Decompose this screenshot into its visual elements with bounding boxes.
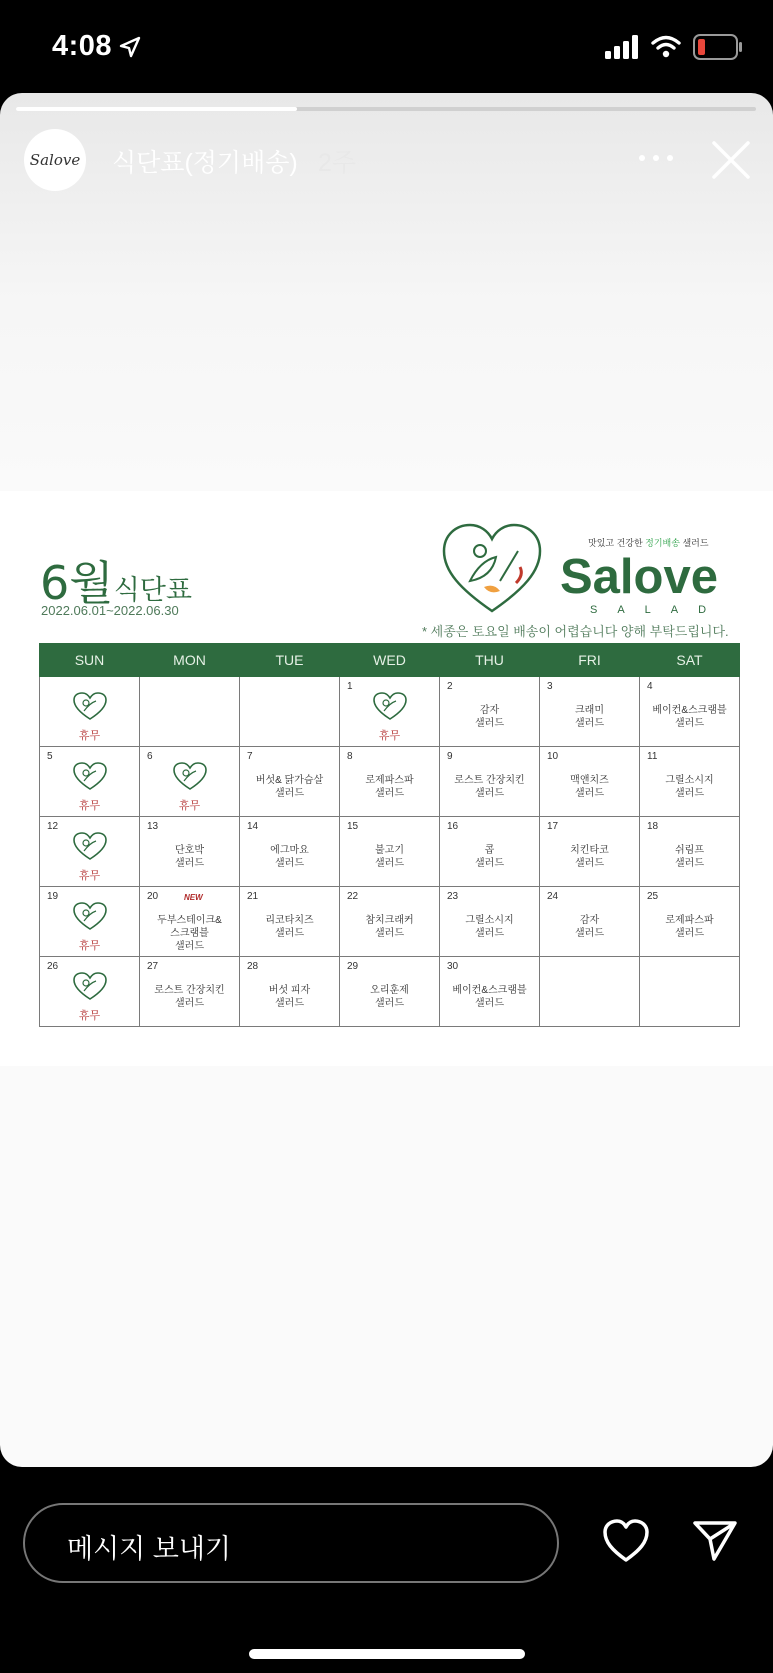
day-number: 4 <box>647 681 653 692</box>
month-title-text: 6월 <box>40 556 114 610</box>
calendar-day <box>40 747 140 817</box>
brand-subtitle: SALAD <box>590 604 727 616</box>
day-number: 10 <box>547 751 559 762</box>
calendar-day <box>240 817 340 887</box>
day-off <box>40 761 139 813</box>
message-placeholder: 메시지 보내기 <box>67 1534 231 1564</box>
day-number: 22 <box>347 891 359 902</box>
menu-item: 버섯 피자 샐러드 <box>268 985 311 1009</box>
calendar-week <box>40 887 740 957</box>
menu-item: 치킨타코 샐러드 <box>570 845 609 869</box>
calendar-day <box>140 887 240 957</box>
calendar-day <box>440 817 540 887</box>
calendar-day <box>440 747 540 817</box>
menu-item: 그릴소시지 샐러드 <box>465 915 514 939</box>
day-number: 25 <box>647 891 659 902</box>
menu-item: 쉬림프 샐러드 <box>675 845 704 869</box>
message-input[interactable] <box>23 1503 559 1583</box>
day-number: 15 <box>347 821 359 832</box>
calendar-day <box>40 677 140 747</box>
menu-item: 감자 샐러드 <box>475 705 504 729</box>
day-number: 27 <box>147 961 159 972</box>
menu-item: 베이컨&스크램블 샐러드 <box>452 985 527 1009</box>
calendar-day <box>540 817 640 887</box>
status-bar <box>0 0 773 95</box>
calendar-day <box>640 887 740 957</box>
day-off-label: 휴무 <box>78 730 101 742</box>
day-number: 28 <box>247 961 259 972</box>
day-off <box>40 691 139 743</box>
menu-item: 로스트 간장치킨 샐러드 <box>154 985 225 1009</box>
home-indicator[interactable] <box>249 1649 525 1659</box>
calendar-day <box>140 817 240 887</box>
menu-item: 로제파스파 샐러드 <box>665 915 714 939</box>
wifi-icon <box>651 35 681 59</box>
day-off-label: 휴무 <box>78 800 101 812</box>
calendar-day <box>40 887 140 957</box>
menu-item: 오리훈제 샐러드 <box>370 985 409 1009</box>
calendar-day <box>240 957 340 1027</box>
calendar-day <box>340 747 440 817</box>
more-icon[interactable] <box>636 143 676 173</box>
day-off <box>40 831 139 883</box>
calendar-week <box>40 747 740 817</box>
brand-logo: Salove <box>560 550 718 604</box>
day-number: 14 <box>247 821 259 832</box>
day-off <box>40 971 139 1023</box>
day-off <box>340 691 439 743</box>
calendar-day <box>540 957 640 1027</box>
heart-logo-icon <box>72 761 108 791</box>
calendar-day <box>240 677 340 747</box>
calendar-day <box>540 887 640 957</box>
tagline-highlight: 정기배송 <box>645 538 680 548</box>
calendar-day <box>540 677 640 747</box>
day-number: 29 <box>347 961 359 972</box>
menu-item: 리코타치즈 샐러드 <box>265 915 314 939</box>
calendar-day <box>140 957 240 1027</box>
day-number: 2 <box>447 681 453 692</box>
story-time-ago: 2주 <box>318 149 357 177</box>
status-time <box>52 30 142 63</box>
salad-heart-icon <box>440 521 544 617</box>
heart-logo-icon <box>72 971 108 1001</box>
weekday-sat: SAT <box>640 644 740 677</box>
calendar-week <box>40 817 740 887</box>
location-arrow-icon <box>118 35 142 59</box>
day-number: 21 <box>247 891 259 902</box>
day-off-label: 휴무 <box>178 800 201 812</box>
calendar-day <box>340 817 440 887</box>
delivery-notice: * 세종은 토요일 배송이 어렵습니다 양해 부탁드립니다. <box>422 624 729 639</box>
day-number: 23 <box>447 891 459 902</box>
day-number: 17 <box>547 821 559 832</box>
send-icon[interactable] <box>692 1517 738 1563</box>
day-off-label: 휴무 <box>378 730 401 742</box>
story-card[interactable] <box>0 93 773 1467</box>
day-number: 6 <box>147 751 153 762</box>
calendar-day <box>340 887 440 957</box>
calendar-day <box>640 677 740 747</box>
calendar-day <box>640 747 740 817</box>
menu-item: 로스트 간장치킨 샐러드 <box>454 775 525 799</box>
heart-logo-icon <box>72 831 108 861</box>
day-number: 5 <box>47 751 53 762</box>
month-title-suffix: 식단표 <box>113 575 192 606</box>
calendar-day <box>440 957 540 1027</box>
heart-icon[interactable] <box>602 1518 650 1564</box>
meal-calendar <box>39 643 740 1027</box>
day-number: 13 <box>147 821 159 832</box>
battery-icon <box>693 34 743 60</box>
heart-logo-icon <box>372 691 408 721</box>
meal-plan-poster <box>0 491 773 1066</box>
calendar-day <box>140 747 240 817</box>
day-number: 9 <box>447 751 453 762</box>
calendar-week <box>40 957 740 1027</box>
day-number: 18 <box>647 821 659 832</box>
weekday-tue: TUE <box>240 644 340 677</box>
calendar-day <box>40 817 140 887</box>
day-number: 30 <box>447 961 459 972</box>
day-number: 8 <box>347 751 353 762</box>
menu-item: 크래미 샐러드 <box>575 705 604 729</box>
close-icon[interactable] <box>710 139 752 181</box>
menu-item: 두부스테이크& 스크램블 샐러드 <box>157 915 222 952</box>
day-number: 19 <box>47 891 59 902</box>
menu-item: 맥앤치즈 샐러드 <box>570 775 609 799</box>
weekday-fri: FRI <box>540 644 640 677</box>
day-number: 11 <box>647 751 658 762</box>
tagline-pre: 맛있고 건강한 <box>588 538 646 548</box>
tagline-post: 샐러드 <box>679 538 709 548</box>
day-number: 7 <box>247 751 253 762</box>
day-off-label: 휴무 <box>78 870 101 882</box>
day-number: 16 <box>447 821 459 832</box>
weekday-mon: MON <box>140 644 240 677</box>
menu-item: 콥 샐러드 <box>475 845 504 869</box>
day-off-label: 휴무 <box>78 940 101 952</box>
calendar-week <box>40 677 740 747</box>
calendar-day <box>640 817 740 887</box>
signal-icon <box>605 35 639 59</box>
calendar-day <box>240 747 340 817</box>
day-off-label: 휴무 <box>78 1010 101 1022</box>
heart-logo-icon <box>172 761 208 791</box>
menu-item: 불고기 샐러드 <box>375 845 404 869</box>
day-off <box>140 761 239 813</box>
weekday-header <box>40 644 740 677</box>
menu-item: 로제파스파 샐러드 <box>365 775 414 799</box>
menu-item: 에그마요 샐러드 <box>270 845 309 869</box>
day-number: 26 <box>47 961 59 972</box>
day-off <box>40 901 139 953</box>
story-progress <box>16 107 756 111</box>
story-username[interactable]: 식단표(정기배송) <box>112 149 298 177</box>
calendar-day <box>40 957 140 1027</box>
calendar-day <box>540 747 640 817</box>
menu-item: 베이컨&스크램블 샐러드 <box>652 705 727 729</box>
calendar-day <box>440 887 540 957</box>
menu-item: 감자 샐러드 <box>575 915 604 939</box>
weekday-sun: SUN <box>40 644 140 677</box>
heart-logo-icon <box>72 901 108 931</box>
avatar[interactable] <box>24 129 86 191</box>
time-text: 4:08 <box>52 30 113 62</box>
day-number: 12 <box>47 821 59 832</box>
day-number: 20 <box>147 891 159 902</box>
menu-item: 버섯& 닭가슴살 샐러드 <box>255 775 324 799</box>
day-number: 24 <box>547 891 559 902</box>
menu-item: 참치크래커 샐러드 <box>365 915 414 939</box>
calendar-day <box>240 887 340 957</box>
calendar-day <box>640 957 740 1027</box>
calendar-day <box>140 677 240 747</box>
calendar-day <box>340 677 440 747</box>
date-range: 2022.06.01~2022.06.30 <box>41 603 179 618</box>
story-progress-fill <box>16 107 297 111</box>
day-number: 1 <box>347 681 353 692</box>
heart-logo-icon <box>72 691 108 721</box>
reply-bar <box>0 1467 773 1673</box>
avatar-text: Salove <box>29 151 81 169</box>
calendar-day <box>440 677 540 747</box>
menu-item: 단호박 샐러드 <box>175 845 204 869</box>
weekday-thu: THU <box>440 644 540 677</box>
new-badge: NEW <box>184 893 203 902</box>
menu-item: 그릴소시지 샐러드 <box>665 775 714 799</box>
weekday-wed: WED <box>340 644 440 677</box>
tagline <box>588 536 709 549</box>
calendar-day <box>340 957 440 1027</box>
day-number: 3 <box>547 681 553 692</box>
